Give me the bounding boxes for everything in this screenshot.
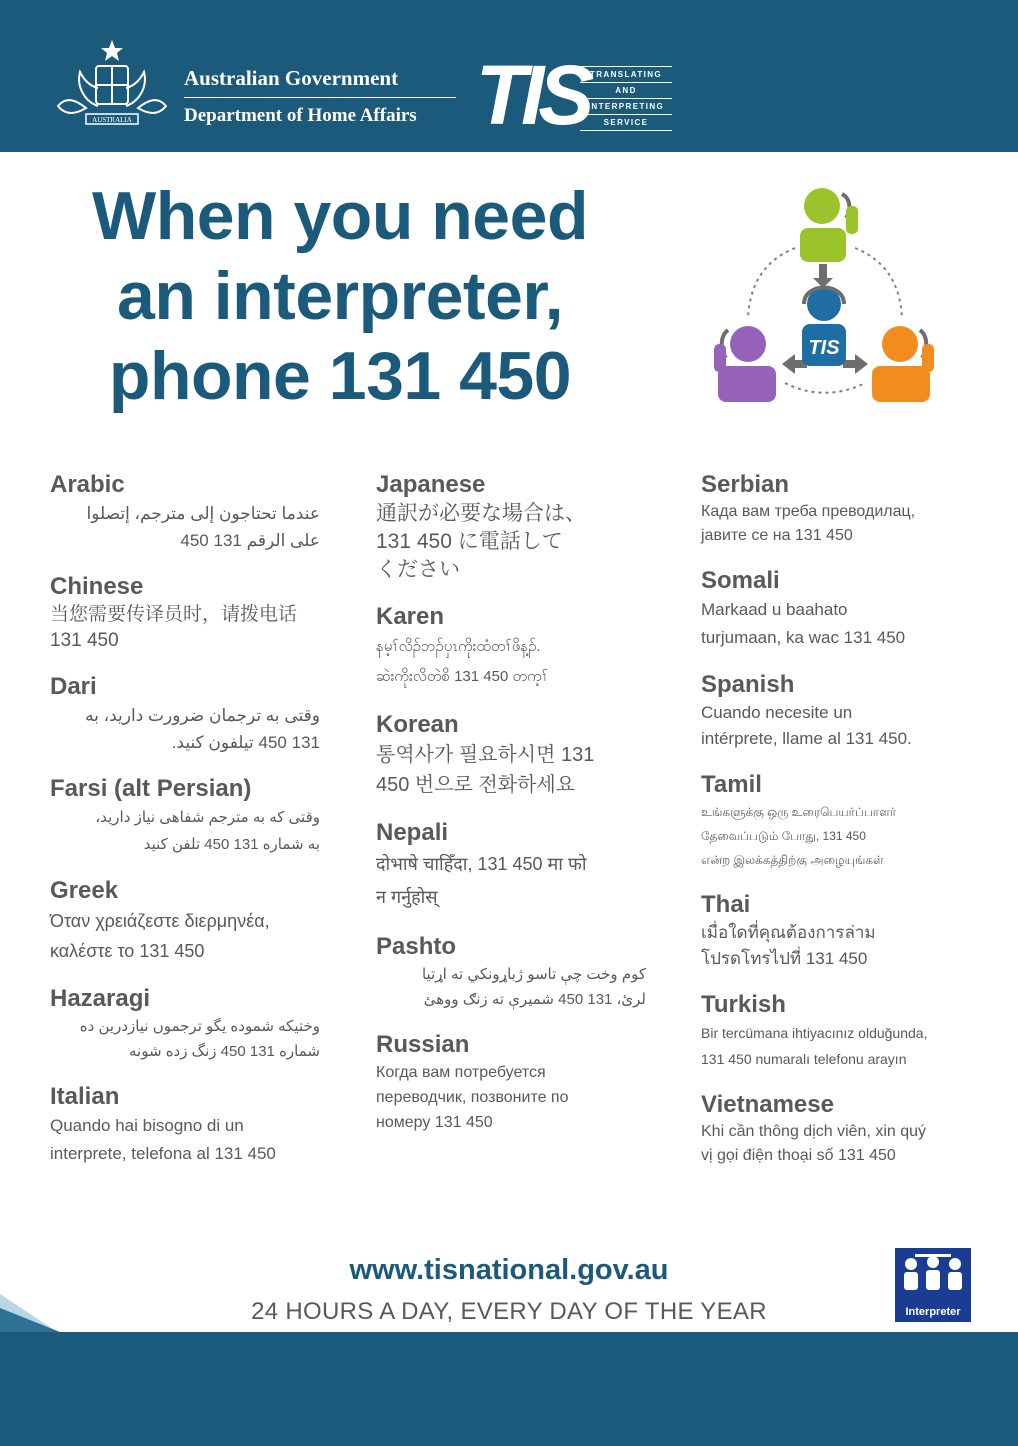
language-text: 通訳が必要な場合は、 131 450 に電話して ください — [376, 502, 586, 581]
language-text: Khi cần thông dịch viên, xin quý vị gọi điện thoại số 131 450 — [701, 1123, 927, 1164]
language-name: Dari — [50, 673, 97, 700]
language-name: Chinese — [50, 573, 144, 600]
language-text: 통역사가 필요하시면 131 450 번으로 전화하세요 — [376, 744, 595, 796]
header-banner — [0, 0, 1018, 152]
language-name: Japanese — [376, 471, 486, 498]
website-link[interactable]: www.tisnational.gov.au — [349, 1254, 669, 1286]
language-text: Markaad u baahato turjumaan, ka wac 131 450 — [701, 600, 906, 647]
interpreter-figures-icon — [895, 1248, 971, 1304]
caller-right-icon — [872, 326, 934, 402]
tis-logo-icon — [475, 40, 589, 142]
headline-line2: an interpreter, — [117, 258, 563, 334]
tis-service-line: SERVICE — [580, 114, 672, 131]
language-text: Bir tercümana ihtiyacınız olduğunda, 131 450 numaralı telefonu arayın — [701, 1025, 928, 1067]
language-entry-serbian — [701, 470, 1001, 548]
language-entry-spanish — [701, 670, 1001, 752]
language-name: Tamil — [701, 771, 762, 798]
language-entry-nepali — [376, 818, 676, 914]
footer-wave-background — [0, 1268, 1018, 1446]
language-name: Russian — [376, 1031, 470, 1058]
language-name: Korean — [376, 711, 459, 738]
language-name: Somali — [701, 567, 780, 594]
tis-logo-text: TIS — [475, 48, 589, 142]
language-entry-japanese — [376, 470, 676, 584]
language-entry-greek — [50, 876, 350, 966]
government-title — [184, 64, 456, 128]
language-name: Karen — [376, 603, 445, 630]
language-text: Cuando necesite un intérprete, llame al 131 450. — [701, 703, 912, 748]
languages-column-2 — [376, 470, 676, 1153]
language-name: Turkish — [701, 991, 786, 1018]
language-entry-tamil — [701, 770, 1001, 872]
language-entry-farsi — [50, 774, 350, 858]
language-name: Vietnamese — [701, 1091, 834, 1118]
language-name: Serbian — [701, 471, 790, 498]
language-name: Thai — [701, 891, 751, 918]
tis-service-line: INTERPRETING — [580, 98, 672, 114]
language-text: Quando hai bisogno di un interprete, telefona al 131 450 — [50, 1116, 276, 1163]
tis-service-line: AND — [580, 82, 672, 98]
language-entry-italian — [50, 1082, 350, 1168]
languages-column-1 — [50, 470, 350, 1186]
page-headline — [40, 176, 640, 416]
language-entry-pashto — [376, 932, 676, 1012]
language-entry-arabic — [50, 470, 350, 554]
tis-service-label — [580, 66, 672, 131]
interpreter-symbol-icon — [895, 1248, 971, 1322]
language-entry-vietnamese — [701, 1090, 1001, 1168]
language-name: Greek — [50, 877, 119, 904]
languages-column-3 — [701, 470, 1001, 1186]
language-name: Arabic — [50, 471, 125, 498]
caller-top-icon — [800, 188, 858, 262]
headline-line1: When you need — [92, 178, 588, 254]
language-text: کوم وخت چې تاسو ژباړونکي ته اړتیا لرئ، 131 450 شمیرې ته زنګ ووهئ — [421, 966, 646, 1008]
language-text: နမ့ၢ်လိၣ်ဘၣ်ပှၤကိုးထံတၢ်ဖိန့ၣ်. ဆဲးကိုးလိတဲစိ 131 450 တက့ၢ် — [376, 638, 548, 685]
language-text: عندما تحتاجون إلى مترجم، إتصلوا على الرقم 131 450 — [86, 504, 320, 550]
language-entry-korean — [376, 710, 676, 800]
language-name: Pashto — [376, 933, 457, 960]
language-text: وقتی به ترجمان ضرورت دارید، به 131 450 تیلفون کنید. — [85, 706, 320, 752]
gov-divider — [184, 97, 456, 98]
language-text: وختیکه شموده یگو ترجموں نیازدرین ده شماره 131 450 زنگ زده شونه — [79, 1018, 320, 1060]
language-name: Farsi (alt Persian) — [50, 775, 252, 802]
language-entry-chinese — [50, 572, 350, 654]
language-text: เมื่อใดที่คุณต้องการล่าม โปรดโทรไปที่ 131 450 — [701, 923, 876, 968]
coat-of-arms-icon — [46, 36, 178, 132]
language-text: 当您需要传译员时，请拨电话 131 450 — [50, 604, 298, 651]
language-entry-karen — [376, 602, 676, 692]
language-name: Italian — [50, 1083, 120, 1110]
language-entry-turkish — [701, 990, 1001, 1072]
language-entry-hazaragi — [50, 984, 350, 1064]
language-text: وقتی که به مترجم شفاهی نیاز دارید، به شماره 131 450 تلفن کنید — [95, 809, 320, 853]
availability-text: 24 HOURS A DAY, EVERY DAY OF THE YEAR — [251, 1298, 767, 1325]
interpreter-centre-icon — [802, 287, 846, 366]
language-text: Када вам треба преводилац, јавите се на 131 450 — [701, 503, 916, 544]
language-text: Когда вам потребуется переводчик, позвоните по номеру 131 450 — [376, 1064, 569, 1131]
headline-line3: phone 131 450 — [108, 338, 572, 414]
caller-left-icon — [714, 326, 776, 402]
language-text: உங்களுக்கு ஒரு உரைபெயர்ப்பாளர் தேவைப்படும் போது, 131 450 என்ற இலக்கத்திற்கு அழையுங்கள் — [701, 805, 897, 867]
interpreter-symbol-label: Interpreter — [905, 1306, 961, 1318]
language-entry-dari — [50, 672, 350, 756]
language-text: Όταν χρειάζεστε διερμηνέα, καλέστε το 131 450 — [50, 911, 270, 961]
gov-line2: Department of Home Affairs — [184, 105, 417, 126]
language-text: दोभाषे चाहिँदा, 131 450 मा फो न गर्नुहोस् — [376, 854, 587, 907]
language-name: Spanish — [701, 671, 795, 698]
crest-motto: AUSTRALIA — [92, 116, 132, 124]
interpreter-call-illustration — [700, 178, 950, 408]
language-entry-somali — [701, 566, 1001, 652]
language-name: Nepali — [376, 819, 449, 846]
center-badge-text: TIS — [808, 337, 840, 359]
language-entry-thai — [701, 890, 1001, 972]
gov-line1: Australian Government — [184, 66, 399, 90]
language-name: Hazaragi — [50, 985, 151, 1012]
tis-service-line: TRANSLATING — [580, 66, 672, 82]
language-entry-russian — [376, 1030, 676, 1135]
